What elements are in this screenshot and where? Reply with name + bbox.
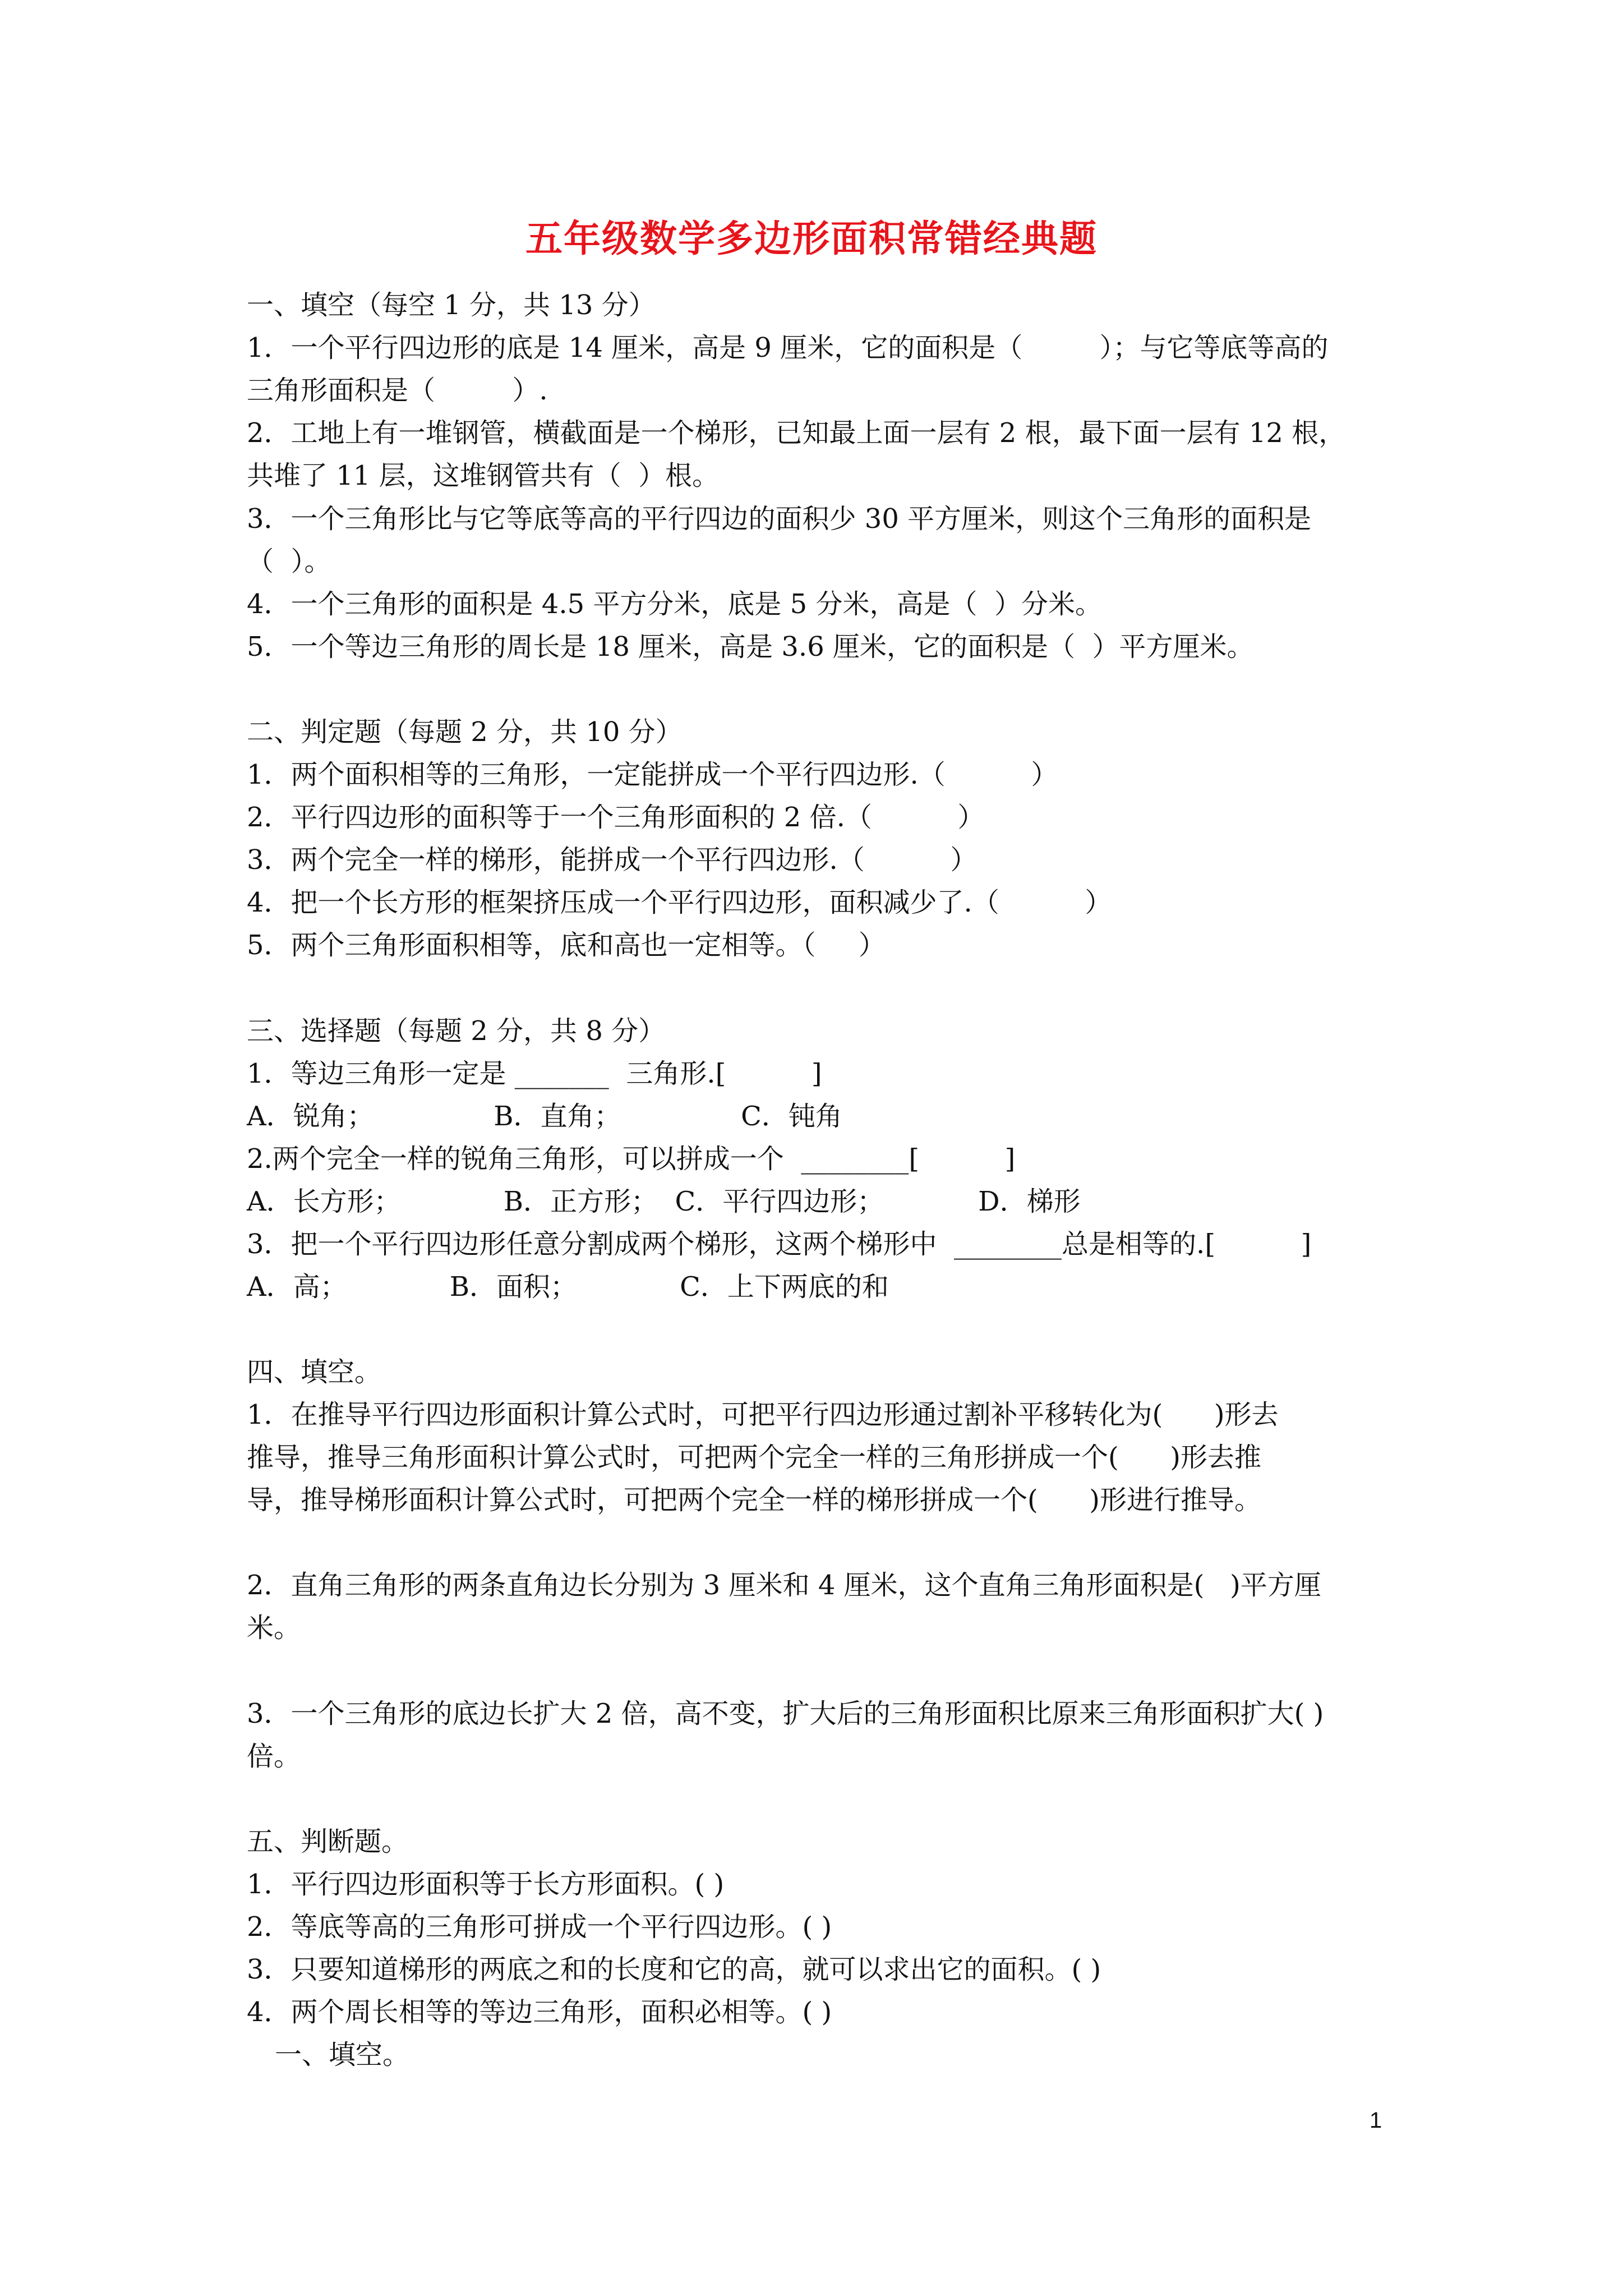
question-line: 共堆了 11 层，这堆钢管共有（ ）根。 <box>247 460 720 491</box>
option-line: A．高； B．面积； C．上下两底的和 <box>247 1271 889 1303</box>
question-line: 1．等边三角形一定是 _______ 三角形.[ ] <box>247 1058 822 1089</box>
question-line: 1．两个面积相等的三角形，一定能拼成一个平行四边形.（ ） <box>247 759 1058 790</box>
section-heading-5: 五、判断题。 <box>247 1826 409 1857</box>
question-line: 1．在推导平行四边形面积计算公式时，可把平行四边形通过割补平移转化为( )形去 <box>247 1399 1279 1430</box>
option-line: A．锐角； B．直角； C．钝角 <box>247 1101 842 1132</box>
question-line: 倍。 <box>247 1741 301 1772</box>
question-line: 5．一个等边三角形的周长是 18 厘米，高是 3.6 厘米，它的面积是（ ）平方厘米。 <box>247 631 1254 662</box>
question-line: 导，推导梯形面积计算公式时，可把两个完全一样的梯形拼成一个( )形进行推导。 <box>247 1484 1262 1516</box>
question-line: （ ）。 <box>247 546 331 577</box>
question-line: 3．一个三角形比与它等底等高的平行四边的面积少 30 平方厘米，则这个三角形的面积是 <box>247 503 1312 535</box>
question-line: 4．两个周长相等的等边三角形，面积必相等。( ) <box>247 1996 832 2028</box>
question-line: 2．平行四边形的面积等于一个三角形面积的 2 倍.（ ） <box>247 802 985 833</box>
section-heading-4: 四、填空。 <box>247 1356 382 1388</box>
document-title: 五年级数学多边形面积常错经典题 <box>525 217 1098 260</box>
question-line: 1．平行四边形面积等于长方形面积。( ) <box>247 1869 725 1900</box>
question-line: 4．把一个长方形的框架挤压成一个平行四边形，面积减少了.（ ） <box>247 887 1112 918</box>
question-line: 3．只要知道梯形的两底之和的长度和它的高，就可以求出它的面积。( ) <box>247 1954 1101 1985</box>
section-heading-1: 一、填空（每空 1 分，共 13 分） <box>247 289 656 321</box>
question-line: 2．工地上有一堆钢管，横截面是一个梯形，已知最上面一层有 2 根，最下面一层有 12 根， <box>247 417 1346 449</box>
question-line: 2．直角三角形的两条直角边长分别为 3 厘米和 4 厘米，这个直角三角形面积是( )平方厘 <box>247 1570 1321 1601</box>
question-line: 1．一个平行四边形的底是 14 厘米，高是 9 厘米，它的面积是（ ）；与它等底等高的 <box>247 332 1329 364</box>
question-line: 2.两个完全一样的锐角三角形，可以拼成一个 ________[ ] <box>247 1143 1016 1175</box>
question-line: 3．一个三角形的底边长扩大 2 倍，高不变，扩大后的三角形面积比原来三角形面积扩大( ) <box>247 1698 1324 1729</box>
question-line: 2．等底等高的三角形可拼成一个平行四边形。( ) <box>247 1911 832 1943</box>
option-line: A．长方形； B．正方形； C．平行四边形； D．梯形 <box>247 1186 1081 1217</box>
question-line: 米。 <box>247 1612 301 1644</box>
question-line: 3．两个完全一样的梯形，能拼成一个平行四边形.（ ） <box>247 844 978 876</box>
section-heading-answer: 一、填空。 <box>275 2039 410 2070</box>
question-line: 3．把一个平行四边形任意分割成两个梯形，这两个梯形中 ________总是相等的.[ ] <box>247 1228 1312 1260</box>
question-line: 5．两个三角形面积相等，底和高也一定相等。（ ） <box>247 930 886 961</box>
question-line: 三角形面积是（ ）. <box>247 375 548 406</box>
question-line: 推导，推导三角形面积计算公式时，可把两个完全一样的三角形拼成一个( )形去推 <box>247 1442 1262 1473</box>
section-heading-2: 二、判定题（每题 2 分，共 10 分） <box>247 716 683 748</box>
section-heading-3: 三、选择题（每题 2 分，共 8 分） <box>247 1015 666 1047</box>
question-line: 4．一个三角形的面积是 4.5 平方分米，底是 5 分米，高是（ ）分米。 <box>247 588 1102 620</box>
page-number: 1 <box>1370 2108 1382 2133</box>
